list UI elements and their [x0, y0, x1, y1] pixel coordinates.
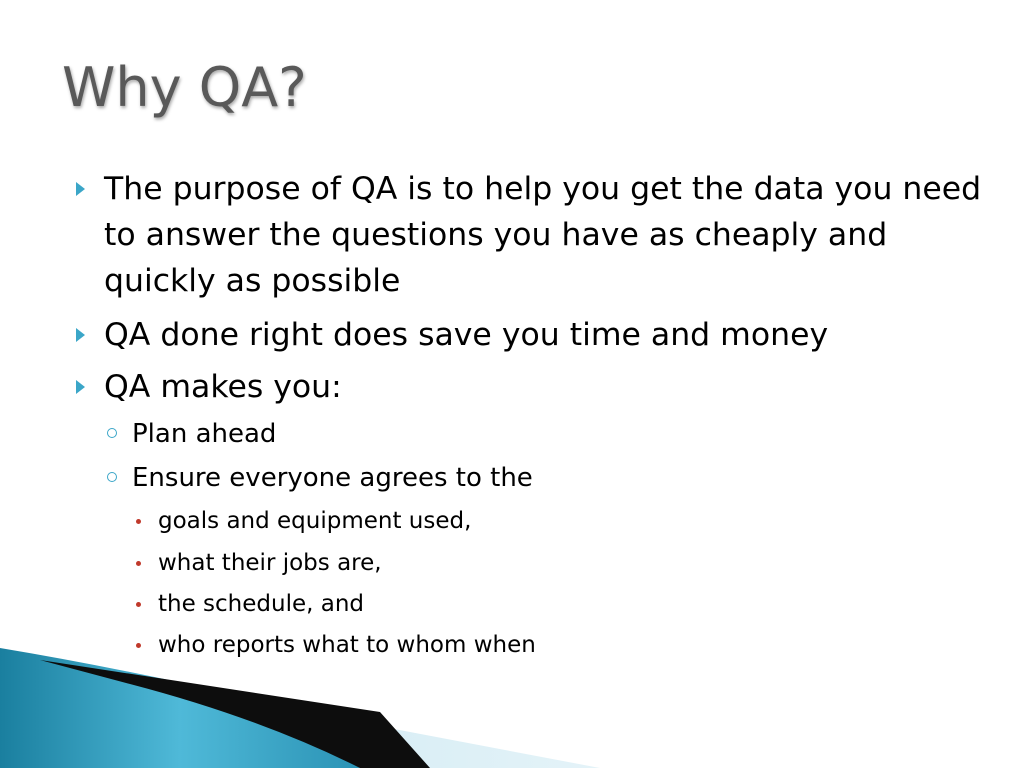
- sub-sub-bullet-item: goals and equipment used,: [158, 508, 472, 534]
- bullet-item: QA done right does save you time and money: [104, 317, 829, 353]
- bullet-item: The purpose of QA is to help you get the data you need to answer the questions you have as cheaply and quickly as possible: [104, 171, 982, 299]
- sub-sub-bullet-item: who reports what to whom when: [158, 632, 536, 658]
- sub-bullet-item: Plan ahead: [132, 419, 277, 449]
- bullet-item: QA makes you:: [104, 369, 342, 405]
- slide-title: Why QA?: [62, 56, 307, 119]
- sub-sub-bullet-item: what their jobs are,: [158, 550, 382, 576]
- sub-sub-bullet-item: the schedule, and: [158, 591, 365, 617]
- sub-bullet-item: Ensure everyone agrees to the: [132, 463, 533, 493]
